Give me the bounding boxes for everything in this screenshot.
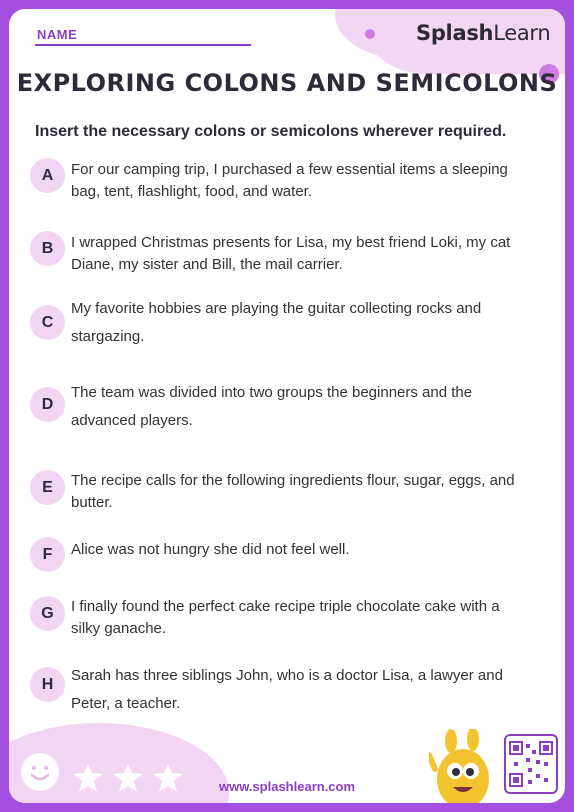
question-text: Alice was not hungry she did not feel well.	[71, 541, 350, 558]
splashlearn-logo: SplashLearn	[416, 21, 551, 45]
question-letter-badge: A	[30, 158, 65, 193]
question-text: The team was divided into two groups the beginners and the advanced players.	[71, 384, 473, 429]
question-text: I wrapped Christmas presents for Lisa, my best friend Loki, my cat Diane, my sister and Bill, the mail carrier.	[71, 234, 511, 273]
footer-url[interactable]: www.splashlearn.com	[218, 779, 356, 794]
question-text: I finally found the perfect cake recipe triple chocolate cake with a silky ganache.	[71, 598, 500, 637]
question-letter-badge: E	[30, 470, 65, 505]
decor-dot	[365, 29, 375, 39]
mascot-icon	[429, 729, 499, 803]
instruction-text: Insert the necessary colons or semicolons wherever required.	[35, 123, 507, 140]
question-letter-badge: D	[30, 387, 65, 422]
question-letter-badge: G	[30, 596, 65, 631]
question-text: The recipe calls for the following ingredients flour, sugar, eggs, and butter.	[71, 472, 515, 511]
question-letter-badge: F	[30, 537, 65, 572]
question-letter-badge: B	[30, 231, 65, 266]
question-text: Sarah has three siblings John, who is a doctor Lisa, a lawyer and Peter, a teacher.	[71, 667, 503, 712]
qr-code-icon[interactable]	[504, 734, 558, 794]
name-label: NAME	[37, 27, 78, 42]
question-letter-badge: H	[30, 667, 65, 702]
question-text: For our camping trip, I purchased a few essential items a sleeping bag, tent, flashlight, food, and water.	[71, 161, 508, 200]
question-letter-badge: C	[30, 305, 65, 340]
worksheet	[9, 9, 565, 803]
name-field-line[interactable]	[35, 44, 251, 46]
page-title: EXPLORING COLONS AND SEMICOLONS	[16, 69, 558, 97]
question-text: My favorite hobbies are playing the guitar collecting rocks and stargazing.	[71, 300, 482, 345]
